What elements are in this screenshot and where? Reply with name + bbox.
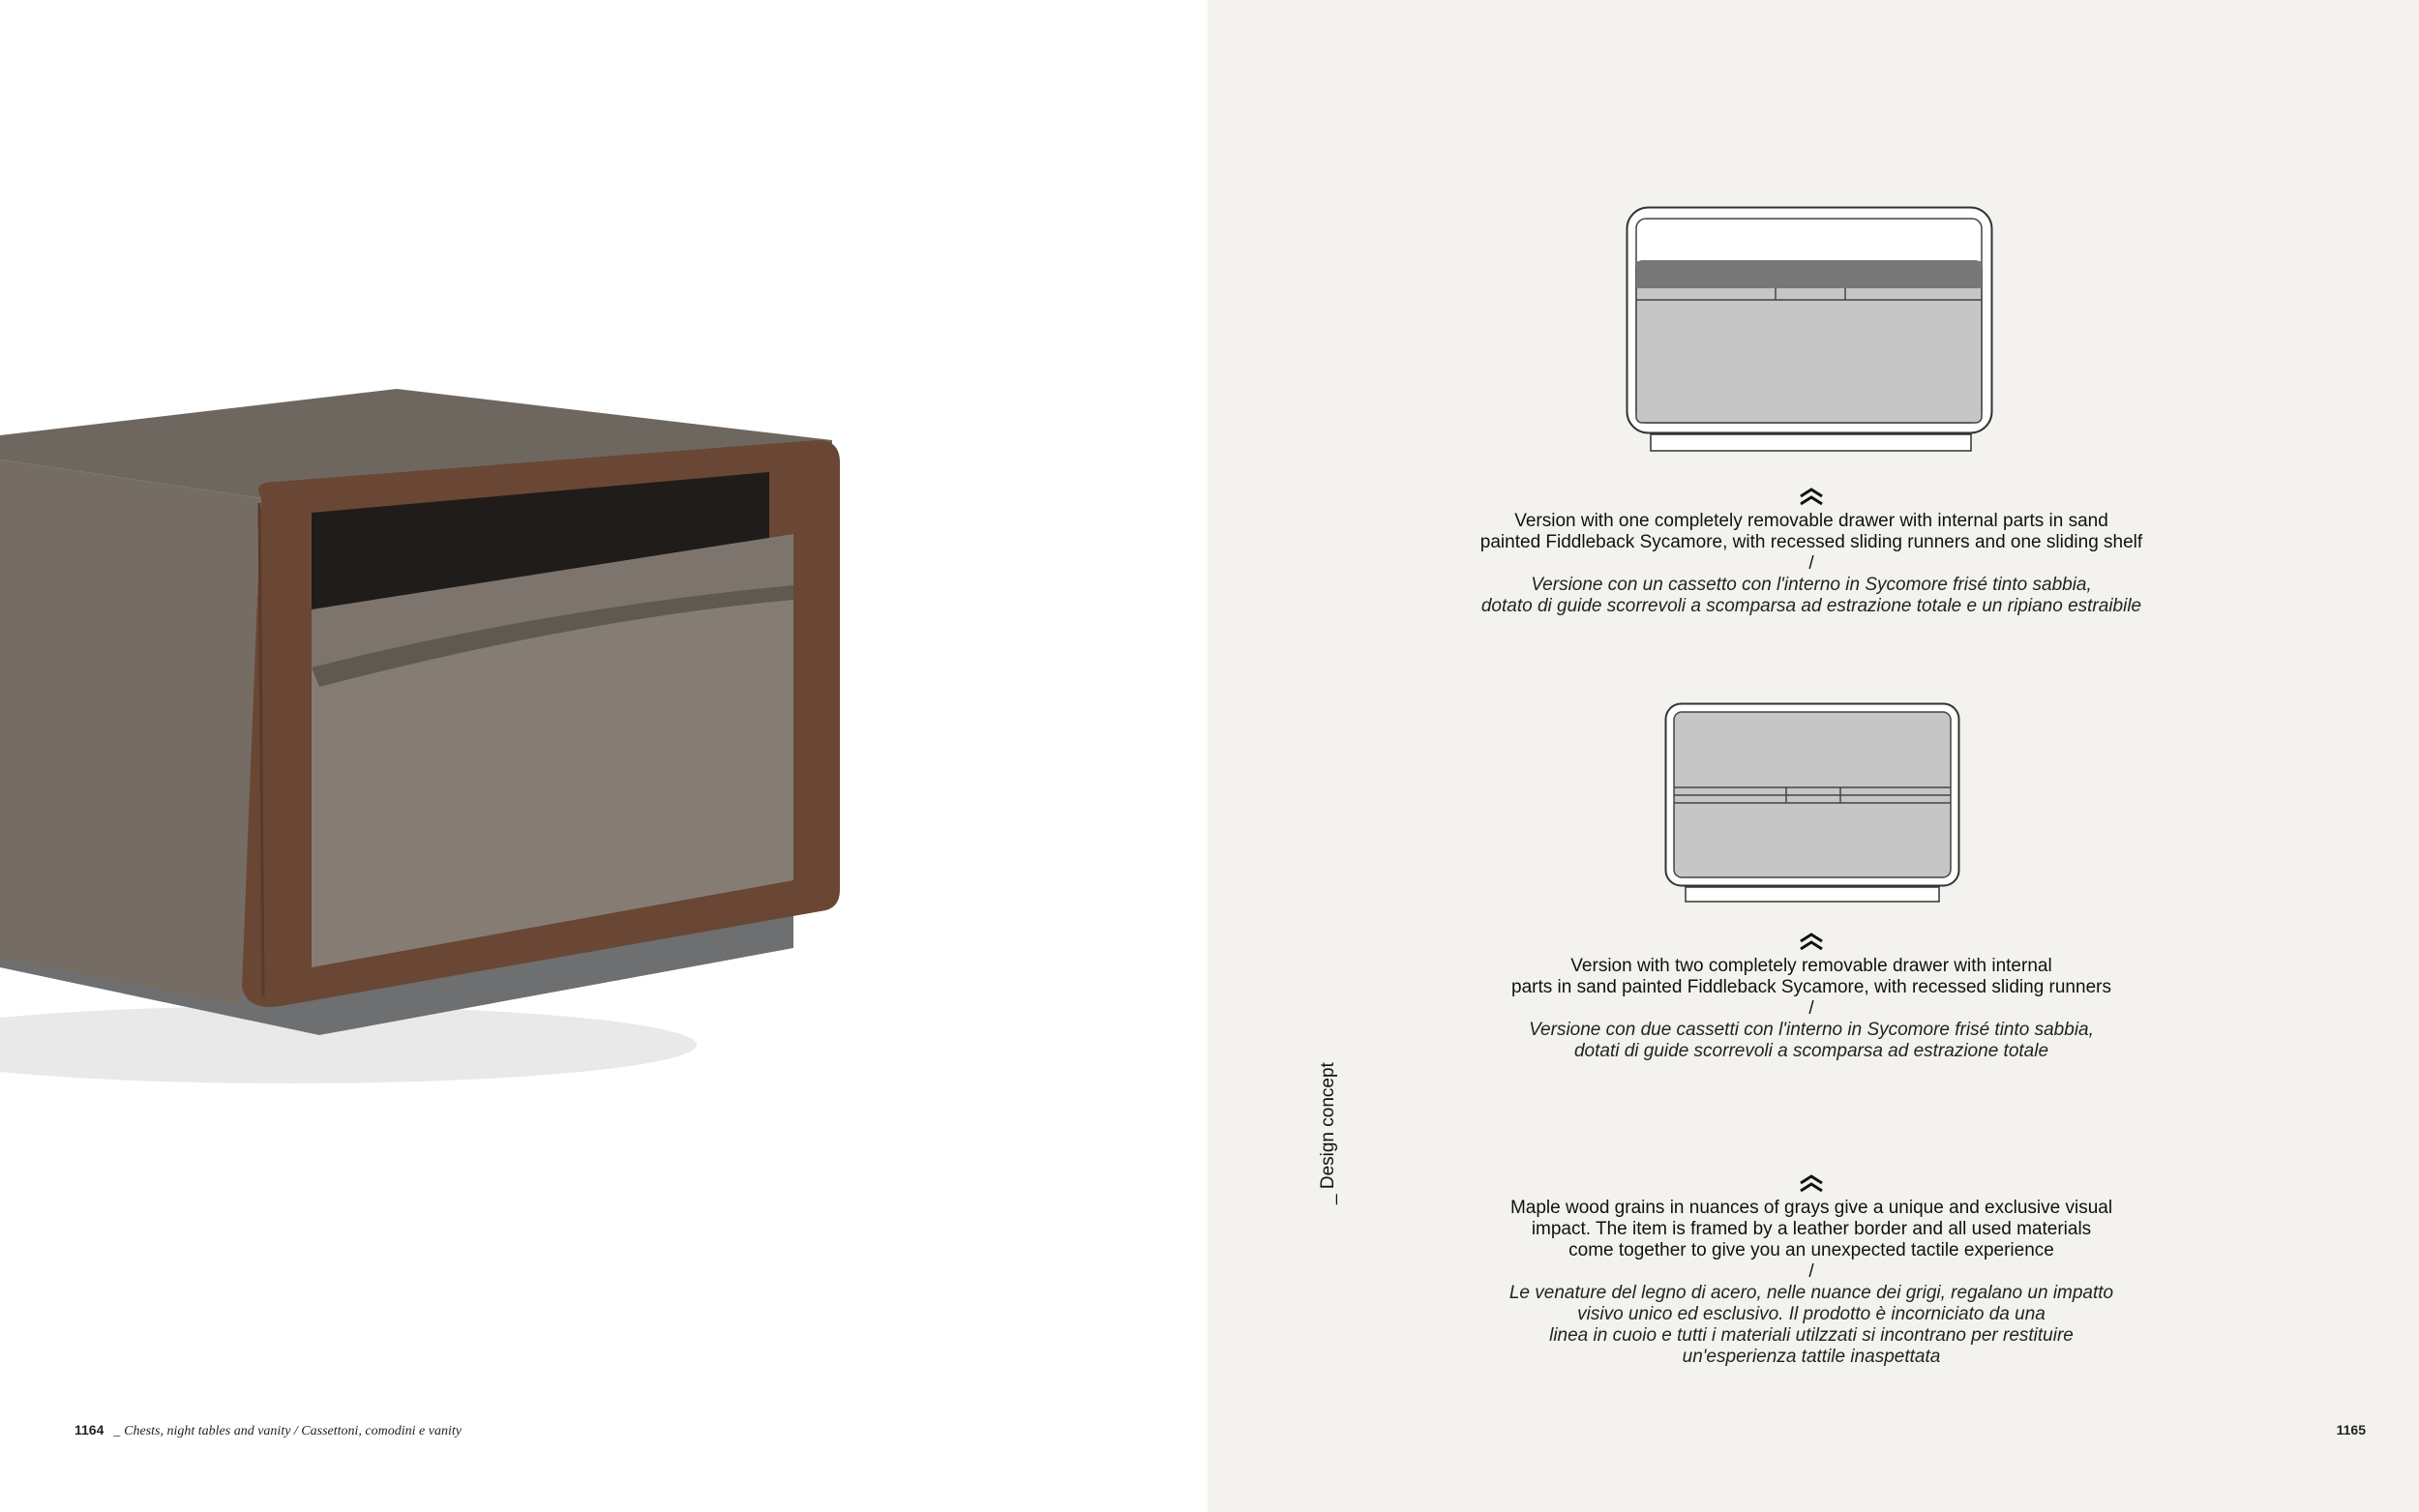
page-number-left: 1164 xyxy=(75,1422,105,1438)
description-english: Maple wood grains in nuances of grays give a unique and exclusive visual impact. The item is framed by a leather border and all used materials come together to give you an unexpected tactile experience xyxy=(1509,1198,2113,1260)
left-page xyxy=(0,0,1208,1512)
section-label: _ Design concept xyxy=(1318,1062,1338,1204)
description-italian: Le venature del legno di acero, nelle nuance dei grigi, regalano un impatto visivo unico ed esclusivo. Il prodotto è incorniciato da una linea in cuoio e tutti i materiali utilzzati si incontrano per restituire un'esperienza tattile inaspettata xyxy=(1508,1283,2114,1367)
description-english: Version with one completely removable drawer with internal parts in sand painted Fiddleback Sycamore, with recessed sliding runners and one sliding shelf xyxy=(1479,511,2143,552)
description-block-materials xyxy=(1413,1198,2210,1368)
night-table-product-image xyxy=(0,368,871,1103)
double-chevron-up-icon xyxy=(1797,931,1826,952)
footer-category: Chests, night tables and vanity / Cassettoni, comodini e vanity xyxy=(124,1424,462,1438)
language-separator: / xyxy=(1808,553,1814,574)
page-number-right: 1165 xyxy=(2336,1422,2366,1438)
description-italian: Versione con un cassetto con l'interno in Sycomore frisé tinto sabbia, dotato di guide scorrevoli a scomparsa ad estrazione totale e un ripiano estraibile xyxy=(1480,575,2142,616)
two-drawer-version-diagram xyxy=(1664,702,1960,905)
footer-left xyxy=(75,1422,462,1439)
double-chevron-up-icon xyxy=(1797,1172,1826,1194)
language-separator: / xyxy=(1808,998,1814,1019)
language-separator: / xyxy=(1808,1261,1814,1282)
description-block-two-drawers xyxy=(1413,956,2210,1062)
description-italian: Versione con due cassetti con l'interno in Sycomore frisé tinto sabbia, dotati di guide scorrevoli a scomparsa ad estrazione totale xyxy=(1529,1020,2094,1061)
description-block-one-drawer xyxy=(1413,511,2210,617)
one-drawer-version-diagram xyxy=(1626,206,1997,458)
footer-separator: _ xyxy=(113,1424,121,1438)
description-english: Version with two completely removable drawer with internal parts in sand painted Fiddleback Sycamore, with recessed sliding runners xyxy=(1511,956,2111,997)
double-chevron-up-icon xyxy=(1797,486,1826,507)
